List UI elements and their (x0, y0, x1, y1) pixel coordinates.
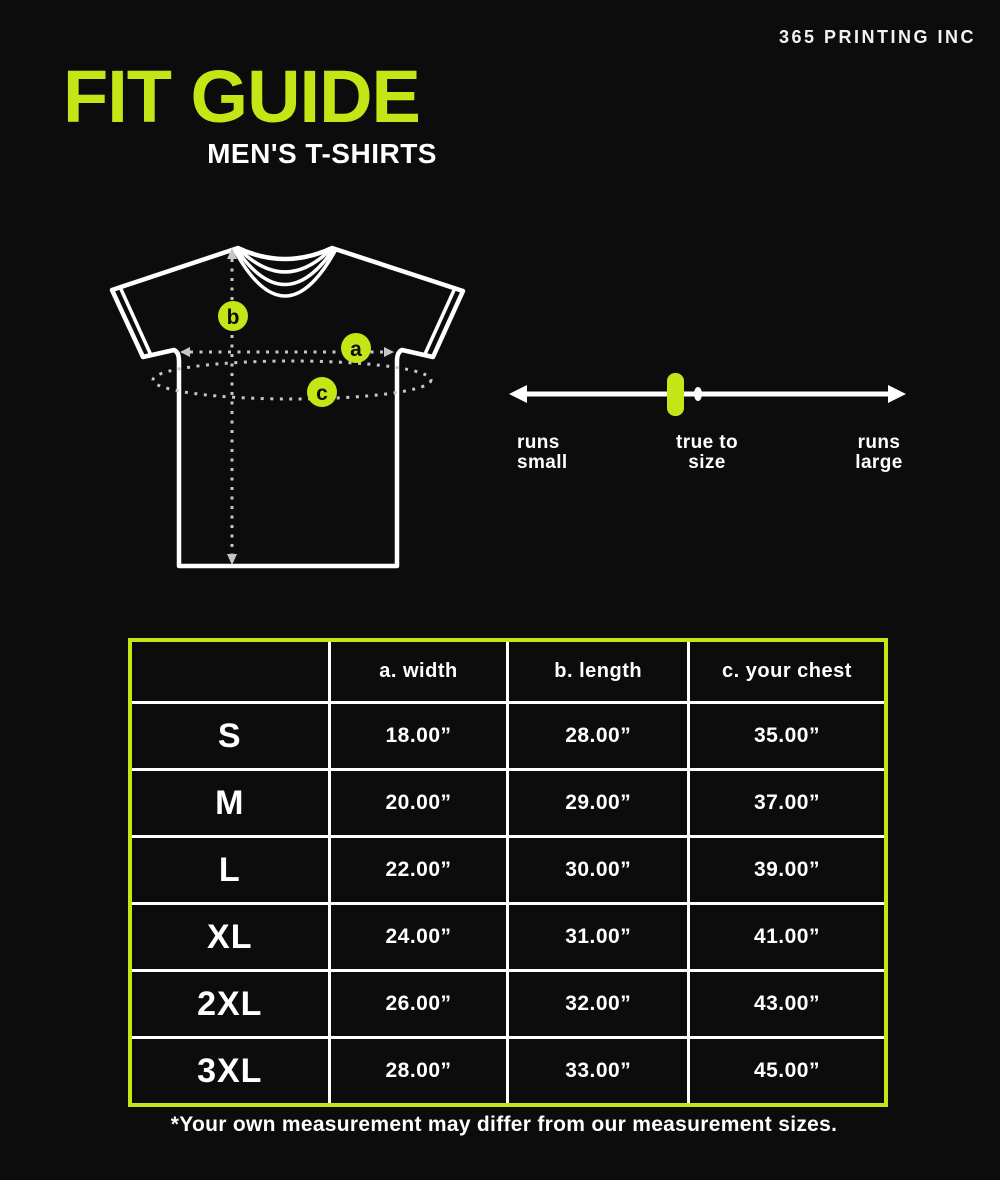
brand-text: 365 PRINTING INC (778, 27, 976, 47)
length-arrow-down-icon (227, 554, 237, 565)
scale-label-line: runs (517, 432, 560, 453)
fit-scale-arrow-right-icon (888, 385, 906, 403)
size-label: XL (132, 904, 329, 971)
scale-label-line: small (517, 452, 568, 473)
chest-value: 39.00” (753, 858, 820, 881)
table-header-row (132, 642, 884, 703)
table-row (132, 837, 884, 904)
width-value: 24.00” (329, 904, 508, 971)
tshirt-diagram (95, 233, 475, 583)
width-value: 28.00” (329, 1038, 508, 1104)
scale-label-line: true to (676, 432, 738, 453)
measure-badge-c (307, 377, 337, 407)
page-subtitle: MEN'S T-SHIRTS (207, 138, 437, 169)
length-value: 29.00” (508, 770, 688, 837)
fit-scale-midpoint-dot (694, 387, 702, 401)
width-arrow-right-icon (384, 347, 394, 357)
badge-letter-c: c (316, 382, 328, 405)
width-arrow-left-icon (180, 347, 190, 357)
scale-label-runs-small (517, 433, 568, 473)
scale-label-line: size (688, 452, 726, 473)
footnote: *Your own measurement may differ from our measurement sizes. (170, 1113, 838, 1136)
chest-value: 43.00” (753, 992, 820, 1015)
header-width: a. width (329, 642, 508, 703)
chest-value: 41.00” (753, 925, 820, 948)
length-value: 31.00” (508, 904, 688, 971)
size-label: M (132, 770, 329, 837)
scale-label-line: large (855, 452, 903, 473)
width-value: 26.00” (329, 971, 508, 1038)
header-size (132, 642, 329, 703)
table-row (132, 703, 884, 770)
fit-scale-indicator (667, 373, 684, 416)
size-table (128, 638, 888, 1107)
length-value: 30.00” (508, 837, 688, 904)
title-block (63, 55, 437, 169)
size-label: 2XL (132, 971, 329, 1038)
measure-badge-a (341, 333, 371, 363)
width-value: 18.00” (329, 703, 508, 770)
fit-scale-arrow-left-icon (509, 385, 527, 403)
table-row (132, 1038, 884, 1104)
badge-letter-b: b (226, 306, 240, 329)
chest-value: 37.00” (753, 791, 820, 814)
table-row (132, 904, 884, 971)
table-row (132, 770, 884, 837)
measure-badge-b (218, 301, 248, 331)
scale-label-runs-large (855, 433, 902, 473)
header-length: b. length (508, 642, 688, 703)
length-value: 33.00” (508, 1038, 688, 1104)
width-value: 22.00” (329, 837, 508, 904)
size-label: 3XL (132, 1038, 329, 1104)
length-value: 32.00” (508, 971, 688, 1038)
scale-label-line: runs (857, 432, 901, 453)
chest-value: 45.00” (753, 1059, 820, 1082)
header-chest: c. your chest (722, 660, 852, 682)
table-row (132, 971, 884, 1038)
length-value: 28.00” (508, 703, 688, 770)
badge-letter-a: a (350, 338, 362, 361)
scale-label-true-to-size (676, 433, 738, 473)
size-label: L (132, 837, 329, 904)
width-value: 20.00” (329, 770, 508, 837)
page-title: FIT GUIDE (63, 55, 420, 138)
chest-value: 35.00” (753, 724, 820, 747)
size-label: S (132, 703, 329, 770)
fit-scale (500, 358, 920, 430)
chest-measure-ellipse (153, 361, 431, 399)
